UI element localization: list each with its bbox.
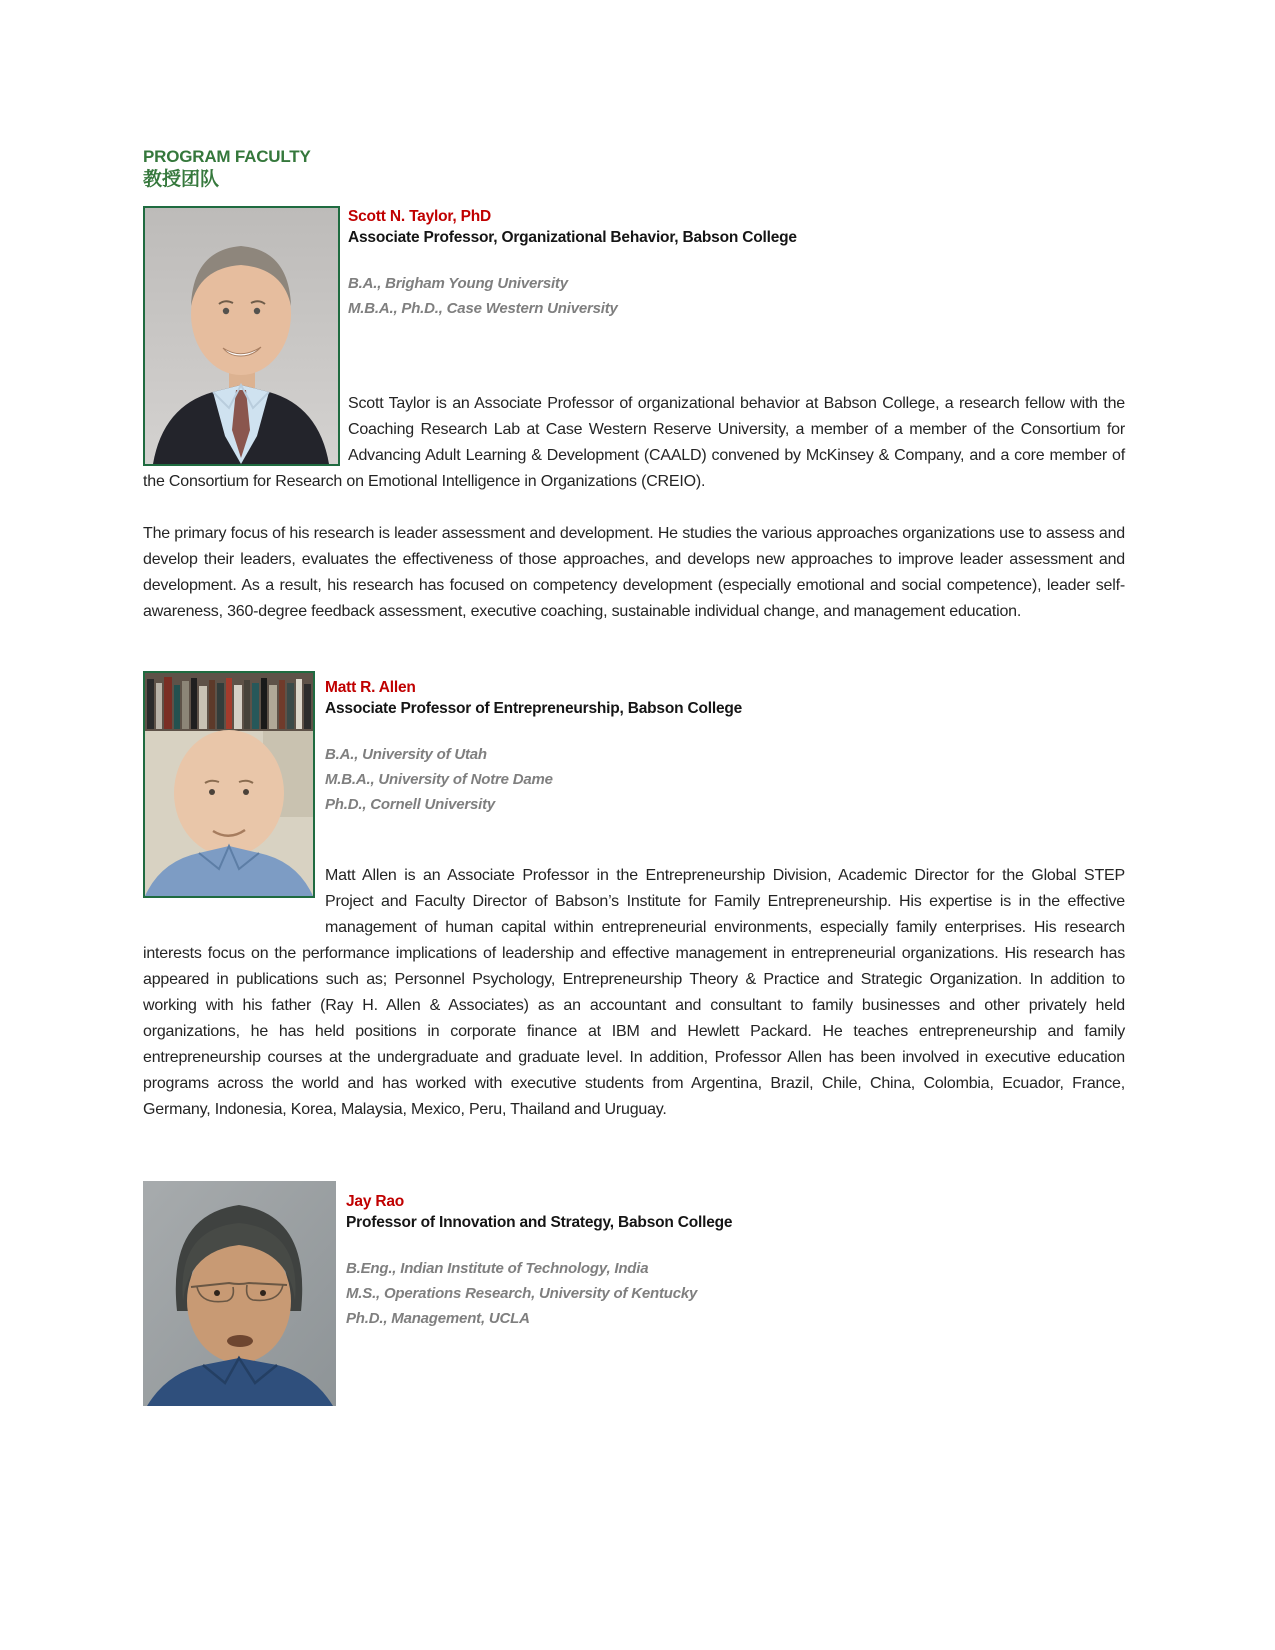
education-line: M.S., Operations Research, University of Kentucky bbox=[346, 1285, 698, 1302]
faculty-section-scott-taylor bbox=[143, 206, 1125, 625]
education-line: Ph.D., Cornell University bbox=[325, 796, 496, 813]
education-line: B.A., Brigham Young University bbox=[348, 275, 568, 292]
education-line: B.A., University of Utah bbox=[325, 746, 487, 763]
faculty-name: Scott N. Taylor, PhD bbox=[348, 208, 491, 225]
faculty-title: Professor of Innovation and Strategy, Babson College bbox=[346, 1214, 733, 1231]
education-line: M.B.A., Ph.D., Case Western University bbox=[348, 300, 618, 317]
page-title: PROGRAM FACULTY bbox=[143, 147, 311, 166]
faculty-title: Associate Professor of Entrepreneurship, Babson College bbox=[325, 700, 743, 717]
faculty-name: Jay Rao bbox=[346, 1193, 405, 1210]
education-line: Ph.D., Management, UCLA bbox=[346, 1310, 530, 1327]
scott-taylor-photo bbox=[143, 206, 340, 466]
faculty-section-matt-allen bbox=[143, 671, 1125, 1123]
jay-rao-photo bbox=[143, 1181, 336, 1406]
faculty-title: Associate Professor, Organizational Behavior, Babson College bbox=[348, 229, 797, 246]
bio-paragraph: Scott Taylor is an Associate Professor of organizational behavior at Babson College, a research fellow with the Coaching Research Lab at Case Western Reserve University, a member of a member of the Consortium for Advancing Adult Learning & Development (CAALD) convened by McKinsey & Company, and a core member of the Consortium for Research on Emotional Intelligence in Organizations (CREIO). bbox=[143, 395, 1125, 490]
education-line: B.Eng., Indian Institute of Technology, India bbox=[346, 1260, 649, 1277]
faculty-name: Matt R. Allen bbox=[325, 679, 416, 696]
bio-paragraph: Matt Allen is an Associate Professor in the Entrepreneurship Division, Academic Director for the Global STEP Project and Faculty Director of Babson’s Institute for Family Entrepreneurship. His expertise is in the effective management of human capital within entrepreneurial environments, especially family enterprises. His research interests focus on the performance implications of leadership and effective management in entrepreneurial organizations. His research has appeared in publications such as; Personnel Psychology, Entrepreneurship Theory & Practice and Strategic Organization. In addition to working with his father (Ray H. Allen & Associates) as an accountant and consultant to family businesses and other privately held organizations, he has held positions in corporate finance at IBM and Hewlett Packard. He teaches entrepreneurship and family entrepreneurship courses at the undergraduate and graduate level. In addition, Professor Allen has been involved in executive education programs across the world and has worked with executive students from Argentina, Brazil, Chile, China, Colombia, Ecuador, France, Germany, Indonesia, Korea, Malaysia, Mexico, Peru, Thailand and Uruguay. bbox=[143, 867, 1125, 1118]
bio-paragraph: The primary focus of his research is leader assessment and development. He studies the various approaches organizations use to assess and develop their leaders, evaluates the effectiveness of those approaches, and develops new approaches to improve leader assessment and development. As a result, his research has focused on competency development (especially emotional and social competence), leader self-awareness, 360-degree feedback assessment, executive coaching, sustainable individual change, and management education. bbox=[143, 525, 1125, 620]
education-line: M.B.A., University of Notre Dame bbox=[325, 771, 553, 788]
page-title-zh: 教授团队 bbox=[143, 169, 220, 190]
matt-allen-photo bbox=[143, 671, 315, 898]
faculty-section-jay-rao bbox=[143, 1181, 1125, 1406]
